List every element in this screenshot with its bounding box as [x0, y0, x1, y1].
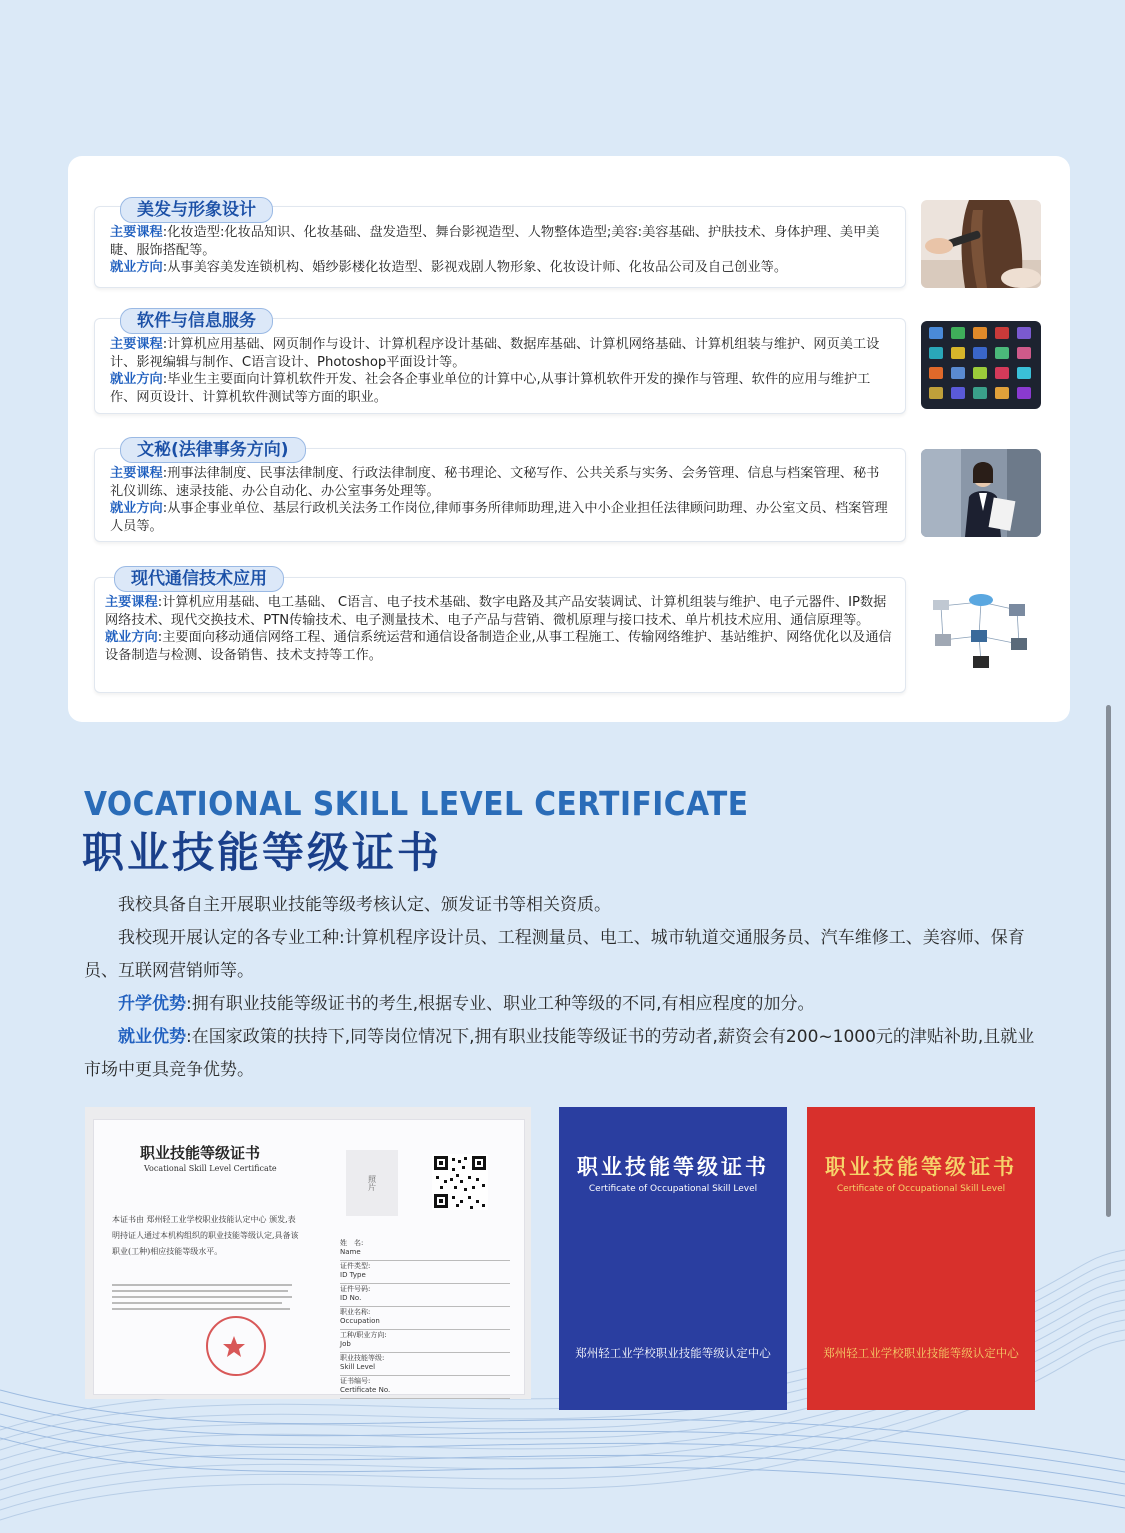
blue-certificate-booklet: [559, 1107, 787, 1410]
section-title-en: VOCATIONAL SKILL LEVEL CERTIFICATE: [84, 784, 749, 823]
major-title: 软件与信息服务: [120, 308, 273, 334]
cert-field: 证件类型: ID Type: [340, 1261, 510, 1284]
major-description: 主要课程:刑事法律制度、民事法律制度、行政法律制度、秘书理论、文秘写作、公共关系与实务、会务管理、信息与档案管理、秘书礼仪训练、速录技能、办公自动化、办公室事务处理等。 就业方向:从事企事业单位、基层行政机关法务工作岗位,律师事务所律师助理,进入中小企业担任法律顾问助理、办公室文员、档案管理人员等。: [110, 466, 888, 534]
booklet-subtitle: Certificate of Occupational Skill Level: [836, 1184, 1006, 1194]
major-title: 文秘(法律事务方向): [120, 437, 306, 463]
major-title: 现代通信技术应用: [114, 566, 284, 592]
cert-field: 工种/职业方向: Job: [340, 1330, 510, 1353]
booklet-issuer: 郑州轻工业学校职业技能等级认定中心: [575, 1346, 771, 1360]
photo-label: 照片: [367, 1175, 377, 1191]
cert-paragraph: 我校现开展认定的各专业工种:计算机程序设计员、工程测量员、电工、城市轨道交通服务员、汽车维修工、美容师、保育员、互联网营销师等。: [84, 928, 1025, 981]
major-title: 美发与形象设计: [120, 197, 273, 223]
cert-field: 证书编号: Certificate No.: [340, 1376, 510, 1399]
major-description: 主要课程:计算机应用基础、电工基础、 C语言、电子技术基础、数字电路及其产品安装调试、计算机组装与维护、电子元器件、IP数据网络技术、现代交换技术、PTN传输技术、电子测量技术、电子产品与营销、微机原理与接口技术、单片机技术应用、通信原理等。 就业方向:主要面向移动通信网络工程、通信系统运营和通信设备制造企业,从事工程施工、传输网络维护、基站维护、网络优化以及通信设备制造与检测、设备销售、技术支持等工作。: [105, 595, 892, 663]
section-title-zh: 职业技能等级证书: [82, 828, 443, 877]
booklet-title: 职业技能等级证书: [825, 1154, 1017, 1179]
scrollbar-thumb[interactable]: [1106, 705, 1111, 1217]
major-description: 主要课程:化妆造型:化妆品知识、化妆基础、盘发造型、舞台影视造型、人物整体造型;美容:美容基础、护肤技术、身体护理、美甲美睫、服饰搭配等。 就业方向:从事美容美发连锁机构、婚纱影楼化妆造型、影视戏剧人物形象、化妆设计师、化妆品公司及自己创业等。: [110, 225, 880, 275]
majors-card: [68, 156, 1070, 722]
cert-paragraph: 就业优势:在国家政策的扶持下,同等岗位情况下,拥有职业技能等级证书的劳动者,薪资会有200~1000元的津贴补助,且就业市场中更具竞争优势。: [84, 1027, 1035, 1080]
office-woman-photo: [921, 449, 1041, 537]
hairdressing-photo: [921, 200, 1041, 288]
booklet-subtitle: Certificate of Occupational Skill Level: [588, 1184, 758, 1194]
booklet-title: 职业技能等级证书: [577, 1154, 769, 1179]
cert-body-text: 本证书由 郑州轻工业学校职业技能认定中心 颁发,表明持证人通过本机构组织的职业技能等级认定,具备该职业(工种)相应技能等级水平。: [112, 1215, 299, 1256]
network-diagram-image: [921, 588, 1041, 676]
cert-paragraph: 我校具备自主开展职业技能等级考核认定、颁发证书等相关资质。: [118, 895, 611, 915]
cert-paragraph: 升学优势:拥有职业技能等级证书的考生,根据专业、职业工种等级的不同,有相应程度的加分。: [118, 994, 815, 1014]
qr-code: [432, 1154, 488, 1210]
cert-field: 职业名称: Occupation: [340, 1307, 510, 1330]
cert-title: 职业技能等级证书: [140, 1144, 261, 1162]
sample-certificate: [85, 1107, 531, 1399]
cert-field: 证件号码: ID No.: [340, 1284, 510, 1307]
red-certificate-booklet: [807, 1107, 1035, 1410]
red-seal-icon: [206, 1316, 266, 1376]
booklet-issuer: 郑州轻工业学校职业技能等级认定中心: [823, 1346, 1019, 1360]
cert-field-list: [340, 1238, 510, 1399]
cert-field: 姓 名: Name: [340, 1238, 510, 1261]
certificate-page: [93, 1119, 525, 1395]
cert-field: 职业技能等级: Skill Level: [340, 1353, 510, 1376]
cert-title-en: Vocational Skill Level Certificate: [144, 1164, 277, 1173]
app-icons-photo: [921, 321, 1041, 409]
major-description: 主要课程:计算机应用基础、网页制作与设计、计算机程序设计基础、数据库基础、计算机网络基础、计算机组装与维护、网页美工设计、影视编辑与制作、C语言设计、Photoshop平面设计等。 就业方向:毕业生主要面向计算机软件开发、社会各企事业单位的计算中心,从事计算机软件开发的操作与管理、软件的应用与维护工作、网页设计、计算机软件测试等方面的职业。: [110, 337, 880, 405]
cert-fine-print: [112, 1280, 302, 1314]
photo-box: [346, 1150, 398, 1216]
